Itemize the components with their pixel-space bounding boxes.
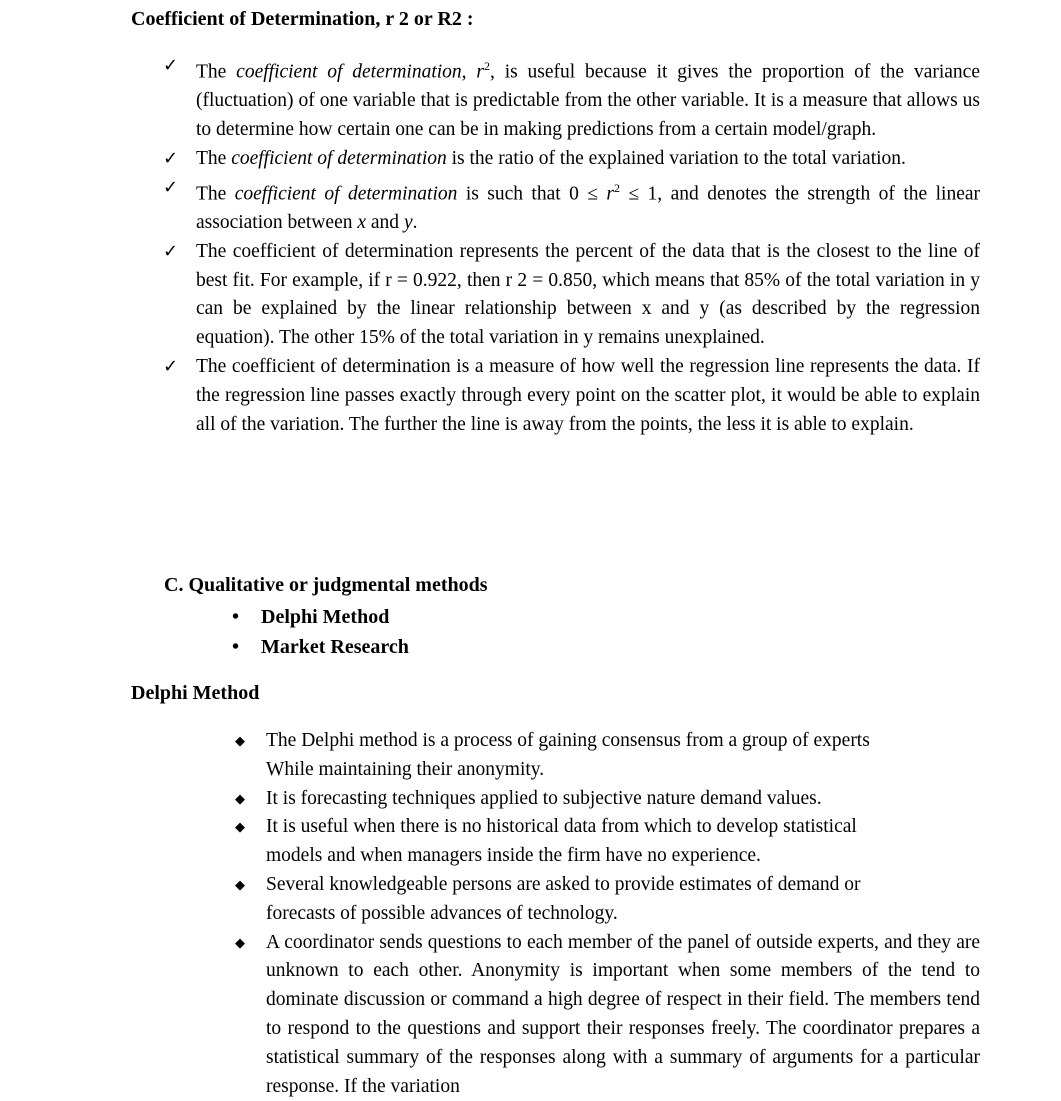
list-item: ◆ It is forecasting techniques applied to subjective nature demand values. [266, 785, 980, 814]
diamond-bullet-icon: ◆ [235, 934, 245, 950]
list-item: ✓ The coefficient of determination, $r^2$, is useful because it gives the proportion of the variance (fluctuation) of one variable that is predictable from the other variable. It is a measure that allows us to determine how certain one can be in making predictions from a certain model/graph. [196, 52, 980, 145]
list-item: • Market Research [232, 632, 409, 662]
checkmark-icon: ✓ [163, 176, 179, 198]
list-item: ✓ The coefficient of determination represents the percent of the data that is the closest to the line of best fit. For example, if r = 0.922, then r 2 = 0.850, which means that 85% of the total variation in y can be explained by the linear relationship between x and y (as described by the regression equation). The other 15% of the total variation in y remains unexplained. [196, 238, 980, 353]
diamond-bullet-icon: ◆ [235, 819, 245, 835]
delphi-list [235, 727, 980, 1101]
bullet-icon: • [232, 606, 240, 628]
diamond-bullet-icon: ◆ [235, 733, 245, 748]
section-heading-delphi: Delphi Method [131, 682, 260, 704]
list-item: • Delphi Method [232, 602, 409, 632]
bullet-icon: • [232, 636, 240, 658]
list-item: ✓ The coefficient of determination is the ratio of the explained variation to the total variation. [196, 145, 980, 174]
diamond-bullet-icon: ◆ [235, 790, 245, 806]
section-heading-qualitative: C. Qualitative or judgmental methods [164, 574, 488, 596]
list-item: ◆ Several knowledgeable persons are asked to provide estimates of demand or forecasts of possible advances of technology. [266, 871, 980, 929]
checkmark-icon: ✓ [163, 147, 179, 169]
list-item: ◆ It is useful when there is no historical data from which to develop statistical models and when managers inside the firm have no experience. [266, 813, 980, 871]
list-item: ◆ A coordinator sends questions to each member of the panel of outside experts, and they are unknown to each other. Anonymity is important when some members of the tend to dominate discussion or command a high degree of respect in their field. The members tend to respond to the questions and support their responses freely. The coordinator prepares a statistical summary of the responses along with a summary of arguments for a particular response. If the variation [266, 929, 980, 1101]
section-heading-coefficient: Coefficient of Determination, r 2 or R2 : [131, 8, 474, 30]
checkmark-icon: ✓ [163, 355, 179, 377]
list-item: ✓ The coefficient of determination is a measure of how well the regression line represents the data. If the regression line passes exactly through every point on the scatter plot, it would be able to explain all of the variation. The further the line is away from the points, the less it is able to explain. [196, 353, 980, 439]
coefficient-list [163, 52, 980, 439]
checkmark-icon: ✓ [163, 55, 179, 76]
diamond-bullet-icon: ◆ [235, 876, 245, 892]
list-item: ◆ The Delphi method is a process of gaining consensus from a group of experts While maintaining their anonymity. [266, 727, 980, 785]
checkmark-icon: ✓ [163, 240, 179, 262]
list-item: ✓ The coefficient of determination is such that $0 \le r^2 \le 1$, and denotes the strength of the linear association between x and y. [196, 174, 980, 238]
methods-list [232, 602, 409, 662]
